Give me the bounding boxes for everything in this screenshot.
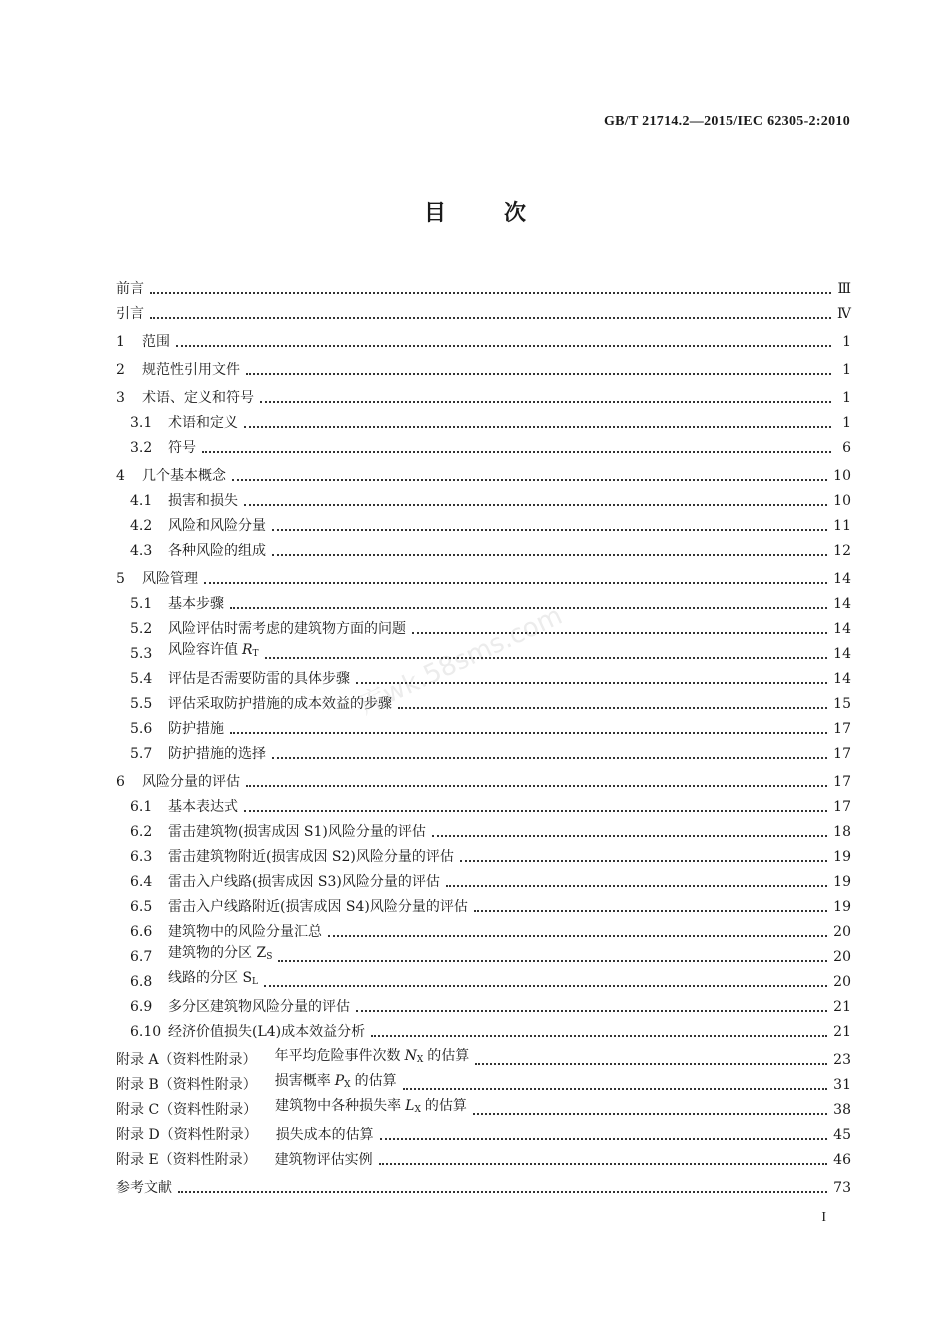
toc-entry-page: 17 [833,774,851,790]
toc-entry[interactable] [116,967,851,992]
toc-entry[interactable] [116,1045,851,1070]
dot-leader [379,1163,828,1165]
toc-entry-page: 18 [833,824,851,840]
toc-entry-number: 6.8 [130,974,153,990]
toc-entry[interactable] [116,1120,851,1145]
toc-entry-label-suffix: 的估算 [354,1073,397,1089]
toc-entry-label [116,279,144,299]
toc-entry-page: 17 [833,721,851,737]
toc-entry-page: 1 [842,362,851,378]
dot-leader [232,479,827,481]
toc-entry-page: 14 [833,571,851,587]
toc-entry-label [168,516,266,536]
toc-entry-label-text: 基本表达式 [168,799,238,815]
toc-entry[interactable] [116,817,851,842]
toc-entry-label [168,594,224,614]
toc-entry[interactable] [116,355,851,380]
toc-entry-symbol: L [405,1098,415,1114]
toc-entry-subscript: S [266,952,273,962]
toc-entry-label-text: 雷击入户线路(损害成因 S3)风险分量的评估 [168,874,440,890]
dot-leader [403,1088,828,1090]
watermark: 库wk.58sms.com [355,600,567,721]
dot-leader [150,317,831,319]
toc-entry[interactable] [116,327,851,352]
toc-entry-number: 6.5 [130,899,153,915]
toc-entry-label [275,1150,373,1170]
toc-entry[interactable] [116,792,851,817]
toc-entry-number: 6.2 [130,824,153,840]
toc-entry-number: 6.6 [130,924,153,940]
toc-entry-number: 4.2 [130,518,153,534]
toc-entry-label [168,669,350,689]
toc-entry[interactable] [116,1173,851,1198]
toc-entry-number: 6.1 [130,799,153,815]
toc-entry[interactable] [116,564,851,589]
toc-entry-page: 6 [842,440,851,456]
dot-leader [475,1063,827,1065]
toc-entry-label [168,922,322,942]
dot-leader [460,860,827,862]
toc-entry-label [142,569,198,589]
toc-entry-label [168,1022,365,1042]
toc-entry-label [168,438,196,458]
dot-leader [446,885,827,887]
toc-entry-label [168,719,224,739]
toc-entry-label-text: 多分区建筑物风险分量的评估 [168,999,350,1015]
toc-entry-label [168,968,258,992]
toc-entry-number: 附录 D（资料性附录） [116,1127,258,1143]
toc-entry-page: 14 [833,646,851,662]
toc-entry-label [275,1071,397,1095]
toc-entry-page: 20 [833,949,851,965]
toc-entry-label-text: 损失成本的估算 [275,1127,374,1143]
toc-entry[interactable] [116,917,851,942]
table-of-contents [116,274,851,1198]
dot-leader [264,985,827,987]
dot-leader [432,835,827,837]
toc-entry[interactable] [116,992,851,1017]
toc-entry[interactable] [116,1017,851,1042]
toc-entry-number: 附录 C（资料性附录） [116,1102,258,1118]
toc-entry-label-text: 引言 [116,306,144,322]
toc-entry-label [142,466,226,486]
toc-entry-number: 4.1 [130,493,153,509]
toc-entry-label [168,822,426,842]
dot-leader [230,732,827,734]
toc-entry[interactable] [116,1095,851,1120]
toc-entry-label-text: 雷击建筑物附近(损害成因 S2)风险分量的评估 [168,849,454,865]
toc-entry-label-text: 评估采取防护措施的成本效益的步骤 [168,696,392,712]
toc-entry-page: 15 [833,696,851,712]
dot-leader [178,1191,827,1193]
toc-entry-number: 5 [116,571,125,587]
toc-entry-label-text: 符号 [168,440,196,456]
dot-leader [328,935,827,937]
dot-leader [246,785,827,787]
toc-entry[interactable] [116,536,851,561]
toc-entry-number: 6 [116,774,125,790]
toc-entry[interactable] [116,1145,851,1170]
dot-leader [204,582,827,584]
dot-leader [371,1035,827,1037]
toc-entry[interactable] [116,689,851,714]
toc-entry[interactable] [116,639,851,664]
toc-entry[interactable] [116,892,851,917]
page-number: I [821,1210,826,1225]
toc-entry-page: 19 [833,899,851,915]
toc-entry-page: 73 [833,1180,851,1196]
toc-entry-label-text: 建筑物中各种损失率 [275,1098,402,1114]
toc-entry[interactable] [116,383,851,408]
toc-entry-subscript: L [252,977,259,987]
toc-entry-label [168,897,468,917]
toc-entry-label [168,619,406,639]
toc-entry-label [168,640,259,664]
dot-leader [474,910,827,912]
toc-entry-label [168,541,266,561]
toc-entry-label-text: 参考文献 [116,1180,172,1196]
toc-entry-number: 附录 E（资料性附录） [116,1152,257,1168]
toc-entry[interactable] [116,767,851,792]
toc-entry-page: 20 [833,974,851,990]
toc-entry-label [168,491,238,511]
toc-entry-page: 19 [833,874,851,890]
toc-entry-label-suffix: 的估算 [424,1098,467,1114]
toc-entry[interactable] [116,867,851,892]
toc-entry-number: 5.6 [130,721,153,737]
toc-entry-page: 38 [833,1102,851,1118]
toc-entry-label-text: 术语和定义 [168,415,238,431]
toc-entry-label-text: 规范性引用文件 [142,362,240,378]
toc-entry-label [116,304,144,324]
toc-entry-label-text: 风险评估时需考虑的建筑物方面的问题 [168,621,406,637]
toc-entry-number: 1 [116,334,125,350]
toc-entry-page: 21 [833,999,851,1015]
toc-entry-label-text: 线路的分区 S [168,970,253,986]
dot-leader [246,373,831,375]
toc-entry-label [142,388,254,408]
toc-entry-page: 1 [842,390,851,406]
toc-entry-number: 6.3 [130,849,153,865]
dot-leader [356,682,827,684]
toc-entry-subscript: X [344,1080,351,1090]
toc-entry-label [168,744,266,764]
dot-leader [202,451,831,453]
toc-entry-label [142,772,240,792]
toc-entry-page: 17 [833,746,851,762]
toc-entry[interactable] [116,614,851,639]
dot-leader [473,1113,827,1115]
toc-entry-label-text: 建筑物中的风险分量汇总 [168,924,322,940]
toc-entry-label [168,997,350,1017]
toc-entry-number: 3.1 [130,415,153,431]
toc-entry-label-text: 风险分量的评估 [142,774,240,790]
dot-leader [278,960,827,962]
toc-entry-page: 11 [833,518,851,534]
toc-entry-label [275,1096,467,1120]
toc-entry[interactable] [116,433,851,458]
toc-entry-number: 6.10 [130,1024,162,1040]
toc-entry-page: 1 [842,415,851,431]
dot-leader [272,529,827,531]
toc-entry-label [276,1125,374,1145]
toc-entry-number: 5.7 [130,746,153,762]
dot-leader [412,632,827,634]
toc-entry-label-text: 各种风险的组成 [168,543,266,559]
toc-entry-label-text: 雷击建筑物(损害成因 S1)风险分量的评估 [168,824,426,840]
toc-entry-number: 4 [116,468,125,484]
toc-entry-label [168,694,392,714]
dot-leader [398,707,827,709]
toc-entry-label-text: 范围 [142,334,170,350]
toc-entry-number: 5.1 [130,596,153,612]
toc-entry[interactable] [116,739,851,764]
toc-entry-number: 6.7 [130,949,153,965]
toc-entry-label-text: 损害和损失 [168,493,238,509]
toc-entry-label-text: 防护措施 [168,721,224,737]
dot-leader [260,401,831,403]
toc-entry[interactable] [116,589,851,614]
toc-entry[interactable] [116,664,851,689]
toc-entry-label [168,872,440,892]
standard-code: GB/T 21714.2—2015/IEC 62305-2:2010 [603,114,850,129]
toc-entry-label-text: 评估是否需要防雷的具体步骤 [168,671,350,687]
toc-entry-number: 附录 B（资料性附录） [116,1077,257,1093]
toc-entry-number: 2 [116,362,125,378]
toc-entry[interactable] [116,511,851,536]
page-title: 目次 [423,200,584,226]
toc-entry[interactable] [116,714,851,739]
toc-entry-label-text: 风险和风险分量 [168,518,266,534]
toc-entry-page: 45 [833,1127,851,1143]
dot-leader [272,554,827,556]
toc-entry-page: 14 [833,596,851,612]
toc-entry[interactable] [116,408,851,433]
dot-leader [244,504,827,506]
toc-entry-number: 5.3 [130,646,153,662]
toc-entry-label [275,1046,470,1070]
toc-entry-number: 6.4 [130,874,153,890]
toc-entry-page: 19 [833,849,851,865]
toc-entry-label-text: 防护措施的选择 [168,746,266,762]
toc-entry-symbol: P [334,1073,345,1089]
toc-entry-subscript: X [414,1105,421,1115]
toc-entry-label [168,943,272,967]
toc-entry[interactable] [116,942,851,967]
toc-entry-subscript: T [252,649,259,659]
toc-entry[interactable] [116,461,851,486]
dot-leader [176,345,831,347]
toc-entry-page: Ⅳ [837,306,851,322]
toc-entry-page: Ⅲ [837,281,851,297]
toc-entry-label-text: 经济价值损失(L4)成本效益分析 [168,1024,366,1040]
toc-entry-label-text: 术语、定义和符号 [142,390,254,406]
toc-entry-label-text: 年平均危险事件次数 [274,1048,401,1064]
toc-entry-label [168,413,238,433]
dot-leader [272,757,827,759]
toc-entry-label [168,797,238,817]
toc-entry-number: 5.4 [130,671,153,687]
dot-leader [150,292,831,294]
toc-entry-label-text: 建筑物评估实例 [274,1152,373,1168]
toc-entry[interactable] [116,299,851,324]
toc-entry-label-text: 几个基本概念 [142,468,226,484]
toc-entry[interactable] [116,274,851,299]
toc-entry[interactable] [116,1070,851,1095]
toc-entry-number: 3 [116,390,125,406]
toc-entry-label-text: 前言 [116,281,144,297]
toc-entry-page: 10 [833,468,851,484]
toc-entry-subscript: X [416,1055,424,1065]
toc-entry-label-text: 风险管理 [142,571,198,587]
toc-entry[interactable] [116,486,851,511]
dot-leader [380,1138,827,1140]
dot-leader [356,1010,827,1012]
toc-entry-label [116,1178,172,1198]
toc-entry-page: 31 [833,1077,851,1093]
toc-entry-label-text: 雷击入户线路附近(损害成因 S4)风险分量的评估 [168,899,468,915]
toc-entry-page: 14 [833,671,851,687]
toc-entry-label [142,360,240,380]
toc-entry-page: 17 [833,799,851,815]
toc-entry-page: 21 [833,1024,851,1040]
toc-entry-number: 6.9 [130,999,153,1015]
toc-entry-label-text: 建筑物的分区 Z [168,945,267,961]
toc-entry-page: 10 [833,493,851,509]
toc-entry-label-text: 风险容许值 [168,642,238,658]
toc-entry-page: 20 [833,924,851,940]
toc-entry-label-text: 基本步骤 [168,596,224,612]
toc-entry-label [168,847,454,867]
toc-entry-symbol: R [242,642,253,658]
toc-entry[interactable] [116,842,851,867]
toc-entry-page: 12 [833,543,851,559]
toc-entry-label-suffix: 的估算 [427,1048,470,1064]
dot-leader [230,607,827,609]
dot-leader [265,657,828,659]
toc-entry-number: 附录 A（资料性附录） [116,1052,257,1068]
toc-entry-number: 3.2 [130,440,153,456]
toc-entry-label [142,332,170,352]
toc-entry-number: 5.2 [130,621,153,637]
toc-entry-page: 1 [842,334,851,350]
dot-leader [244,426,831,428]
dot-leader [244,810,827,812]
toc-entry-number: 5.5 [130,696,153,712]
toc-entry-number: 4.3 [130,543,153,559]
toc-entry-symbol: N [404,1048,417,1064]
toc-entry-page: 46 [833,1152,851,1168]
toc-entry-label-text: 损害概率 [274,1073,331,1089]
toc-entry-page: 14 [833,621,851,637]
toc-entry-page: 23 [833,1052,851,1068]
